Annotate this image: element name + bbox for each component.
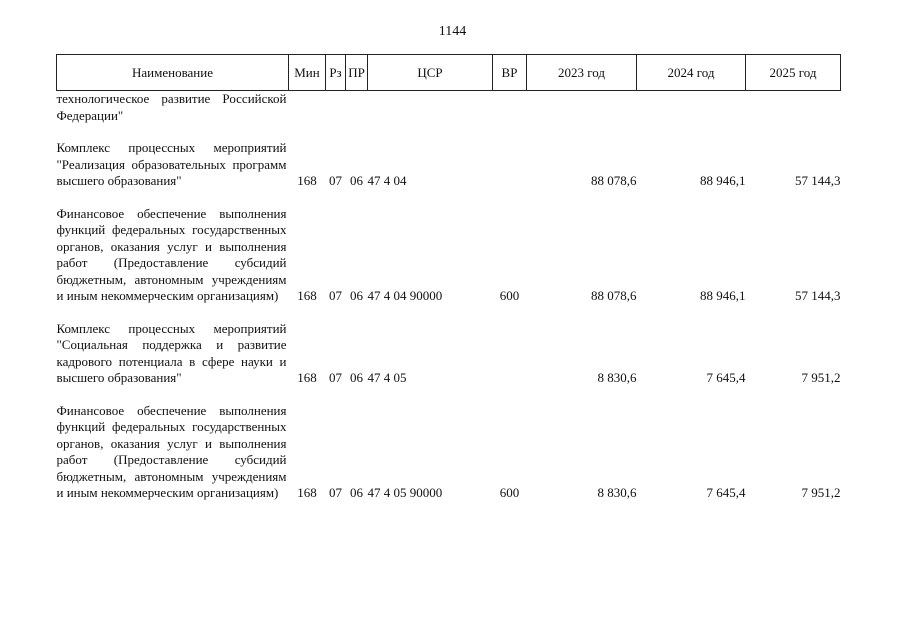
row-min: 168	[297, 370, 317, 385]
row-2025: 57 144,3	[795, 288, 841, 303]
row-spacer	[57, 126, 841, 140]
row-csr: 47 4 04 90000	[367, 288, 443, 303]
table-row	[57, 140, 841, 192]
row-vr: 600	[499, 485, 520, 500]
row-2025: 7 951,2	[801, 485, 841, 500]
header-2024: 2024 год	[637, 55, 746, 91]
row-rz	[326, 91, 346, 127]
row-csr: 47 4 05	[367, 370, 407, 385]
table-row	[57, 206, 841, 307]
row-2024: 7 645,4	[706, 370, 746, 385]
table-row	[57, 403, 841, 504]
row-rz: 07	[329, 288, 342, 303]
page-number: 1144	[438, 24, 467, 39]
table-row	[57, 321, 841, 389]
row-min: 168	[297, 173, 317, 188]
row-spacer	[57, 192, 841, 206]
row-2025: 57 144,3	[795, 173, 841, 188]
header-2023: 2023 год	[527, 55, 637, 91]
row-2023: 8 830,6	[597, 485, 637, 500]
header-vr: ВР	[493, 55, 527, 91]
row-name: Комплекс процессных мероприятий "Реализация образовательных программ высшего образования"	[56, 140, 287, 188]
row-2025: 7 951,2	[801, 370, 841, 385]
row-vr	[493, 321, 527, 389]
row-name: технологическое развитие Российской Федерации"	[56, 91, 287, 123]
row-pr: 06	[350, 288, 363, 303]
row-rz: 07	[329, 485, 342, 500]
row-pr	[346, 91, 368, 127]
row-2023: 88 078,6	[591, 173, 637, 188]
row-2024	[637, 91, 746, 127]
row-2023: 8 830,6	[597, 370, 637, 385]
header-2025: 2025 год	[746, 55, 841, 91]
row-2025	[746, 91, 841, 127]
row-vr	[493, 91, 527, 127]
row-spacer	[57, 307, 841, 321]
budget-table	[56, 54, 841, 504]
row-pr: 06	[350, 485, 363, 500]
row-2024: 88 946,1	[700, 173, 746, 188]
header-pr: ПР	[346, 55, 368, 91]
row-min: 168	[297, 288, 317, 303]
table-header-row	[57, 55, 841, 91]
row-pr: 06	[350, 370, 363, 385]
header-rz: Рз	[326, 55, 346, 91]
row-2024: 7 645,4	[706, 485, 746, 500]
row-spacer	[57, 389, 841, 403]
row-vr	[493, 140, 527, 192]
row-csr: 47 4 05 90000	[367, 485, 443, 500]
row-name: Финансовое обеспечение выполнения функций федеральных государственных органов, оказания услуг и выполнения работ (Предоставление субсидий бюджетным, автономным учреждениям и иным некоммерческим организациям)	[56, 402, 287, 500]
row-csr: 47 4 04	[367, 173, 407, 188]
row-min: 168	[297, 485, 317, 500]
row-vr: 600	[499, 288, 520, 303]
row-2023	[527, 91, 637, 127]
row-name: Финансовое обеспечение выполнения функций федеральных государственных органов, оказания услуг и выполнения работ (Предоставление субсидий бюджетным, автономным учреждениям и иным некоммерческим организациям)	[56, 205, 287, 303]
row-csr	[368, 91, 493, 127]
row-pr: 06	[350, 173, 363, 188]
row-rz: 07	[329, 370, 342, 385]
row-name: Комплекс процессных мероприятий "Социальная поддержка и развитие кадрового потенциала в сфере науки и высшего образования"	[56, 320, 287, 385]
header-csr: ЦСР	[368, 55, 493, 91]
row-min	[289, 91, 326, 127]
row-rz: 07	[329, 173, 342, 188]
header-name: Наименование	[57, 55, 289, 91]
row-2023: 88 078,6	[591, 288, 637, 303]
row-2024: 88 946,1	[700, 288, 746, 303]
table-row	[57, 91, 841, 127]
header-min: Мин	[289, 55, 326, 91]
